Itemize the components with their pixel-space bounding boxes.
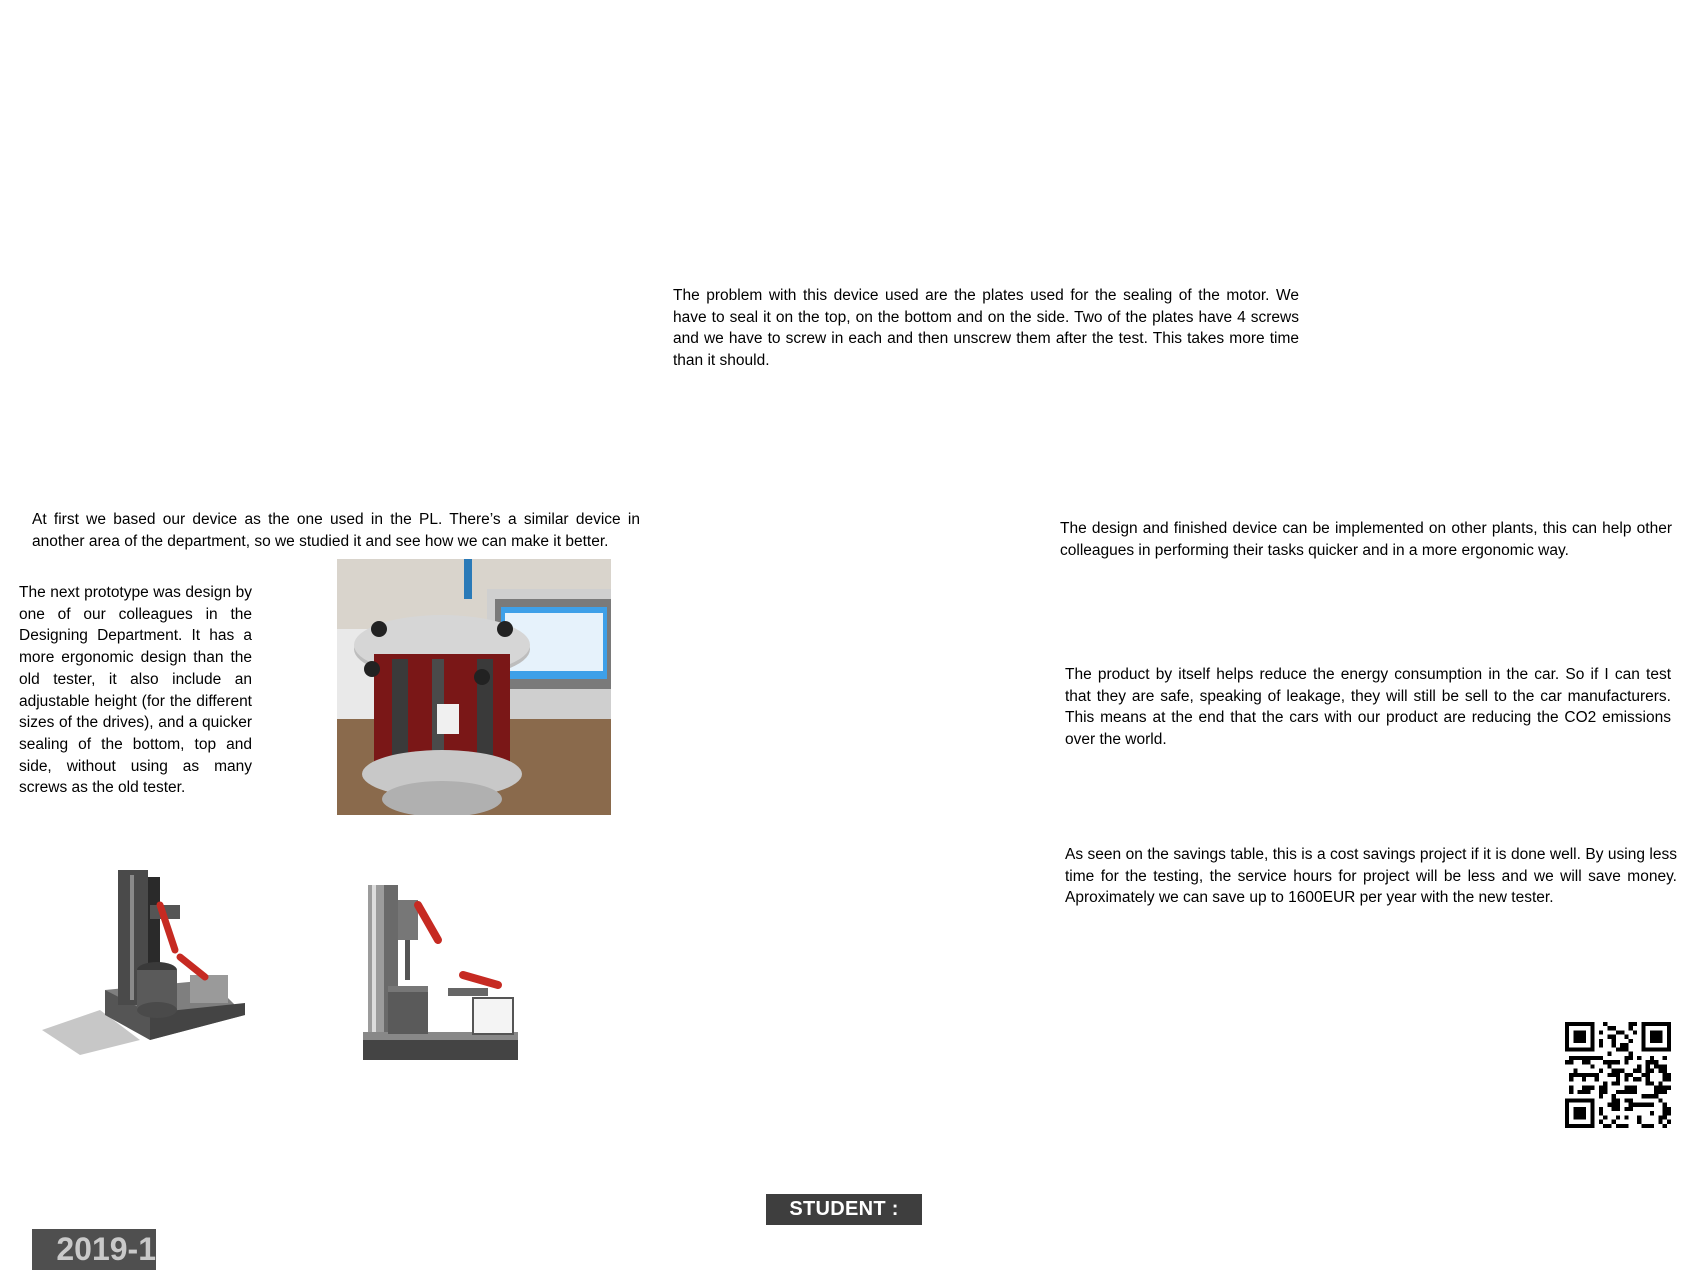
next-prototype-paragraph: The next prototype was design by one of our colleagues in the Designing Department. It has a more ergonomic design than the old tester, it also include an adjustable height (for the different sizes of the drives), and a quicker sealing of the bottom, top and side, without using as many screws as the old tester. [19, 584, 252, 797]
prototype-render-isometric [40, 865, 250, 1055]
old-tester-photo [337, 559, 611, 815]
first-device-paragraph: At first we based our device as the one used in the PL. There’s a similar device in another area of the department, so we studied it and see how we can make it better. [32, 511, 640, 550]
year-label: 2019-1 [32, 1229, 156, 1270]
savings-paragraph: As seen on the savings table, this is a cost savings project if it is done well. By using less time for the testing, the service hours for project will be less and we will save money. Aproximately we can save up to 1600EUR per year with the new tester. [1065, 846, 1677, 907]
energy-paragraph: The product by itself helps reduce the energy consumption in the car. So if I can test that they are safe, speaking of leakage, they will still be sell to the car manufacturers. This means at the end that the cars with our product are reducing the CO2 emissions over the world. [1065, 666, 1671, 749]
implementation-paragraph: The design and finished device can be implemented on other plants, this can help other colleagues in performing their tasks quicker and in a more ergonomic way. [1060, 520, 1672, 559]
prototype-render-side [363, 880, 518, 1060]
qr-code [1565, 1022, 1671, 1128]
student-label: STUDENT : [766, 1194, 922, 1225]
problem-paragraph: The problem with this device used are the plates used for the sealing of the motor. We have to seal it on the top, on the bottom and on the side. Two of the plates have 4 screws and we have to screw in each and then unscrew them after the test. This takes more time than it should. [673, 287, 1299, 370]
